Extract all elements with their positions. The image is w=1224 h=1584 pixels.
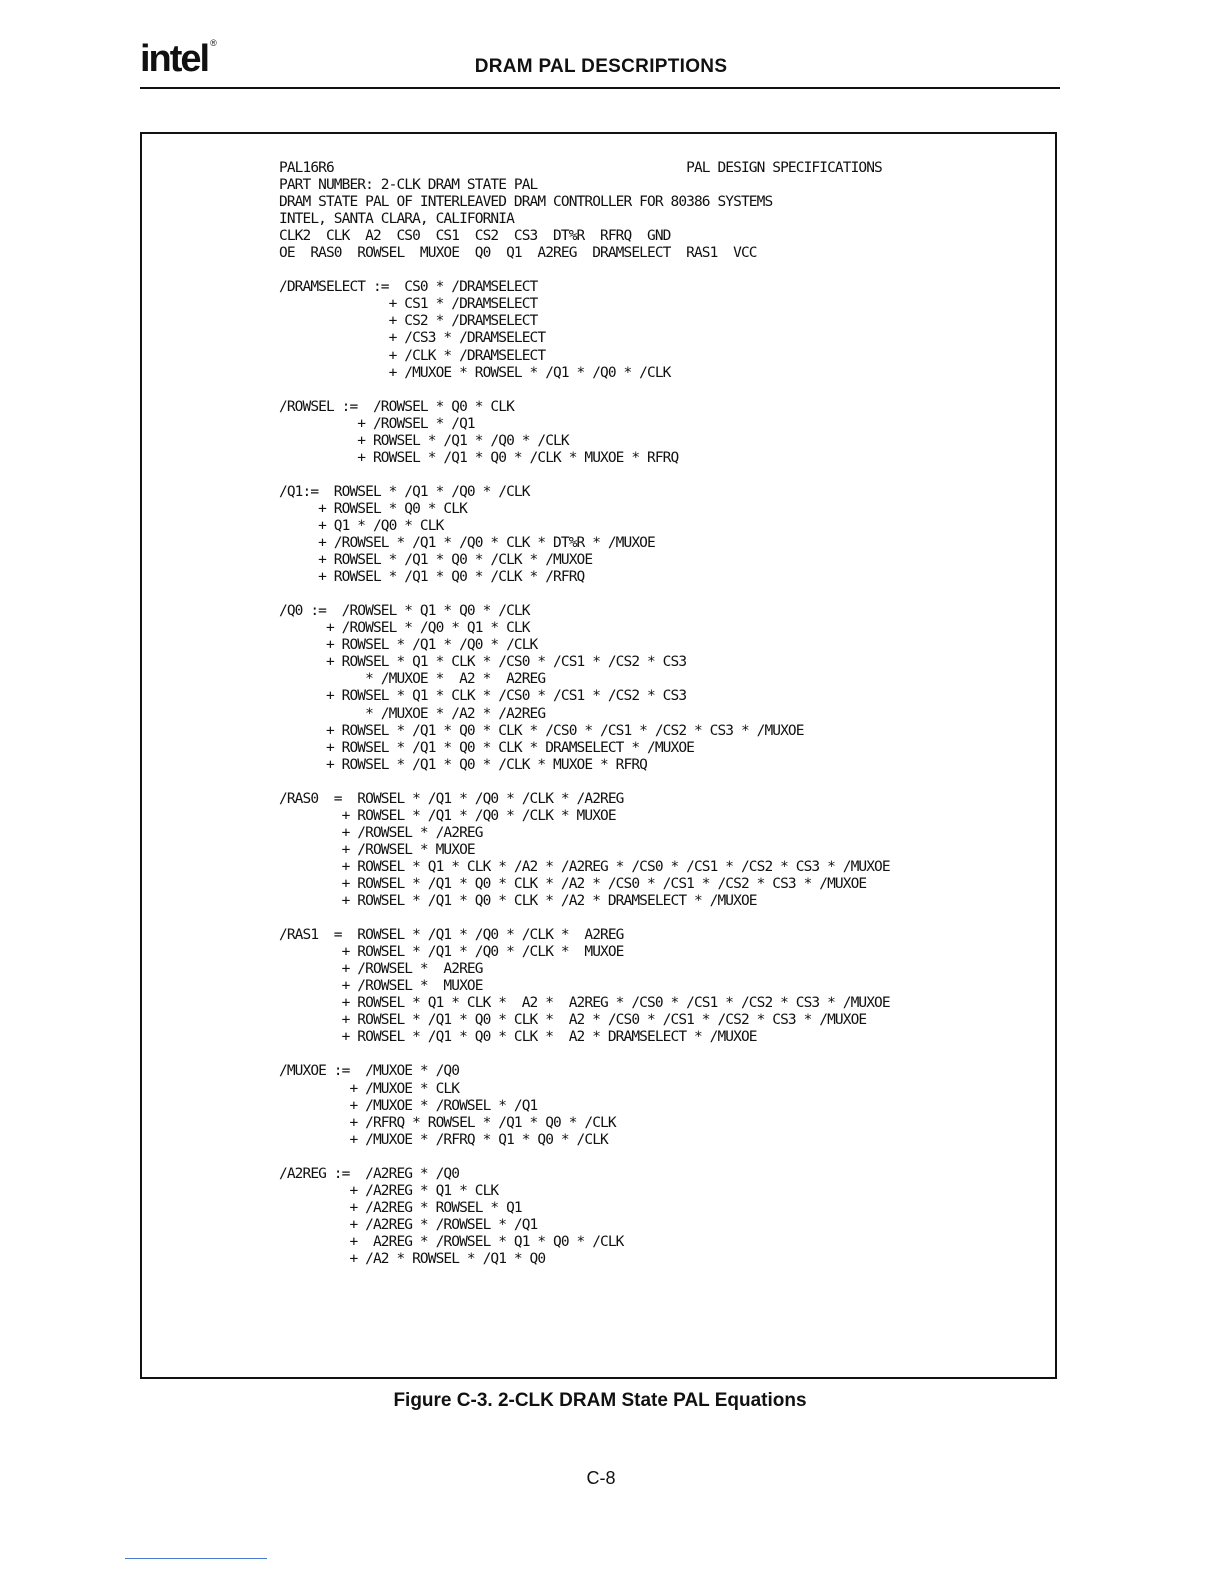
code-line: + ROWSEL * Q1 * CLK * /CS0 * /CS1 * /CS2 * CS3 [279, 688, 687, 705]
code-line: + ROWSEL * /Q1 * Q0 * CLK * DRAMSELECT * /MUXOE [279, 739, 694, 756]
code-line: + /CLK * /DRAMSELECT [279, 347, 546, 364]
header-divider [140, 87, 1060, 89]
code-line: + ROWSEL * Q1 * CLK * /A2 * /A2REG * /CS0 * /CS1 * /CS2 * CS3 * /MUXOE [279, 858, 890, 875]
code-line: + ROWSEL * Q1 * CLK * /CS0 * /CS1 * /CS2 * CS3 [279, 654, 687, 671]
code-line: + Q1 * /Q0 * CLK [279, 517, 444, 534]
code-line: + ROWSEL * Q0 * CLK [279, 500, 467, 517]
page-number: C-8 [586, 1468, 616, 1488]
code-line: CLK2 CLK A2 CS0 CS1 CS2 CS3 DT%R RFRQ GND [279, 228, 671, 245]
code-line: /RAS1 = ROWSEL * /Q1 * /Q0 * /CLK * A2REG [279, 927, 624, 944]
code-line: + /A2REG * /ROWSEL * /Q1 [279, 1216, 538, 1233]
code-line: + ROWSEL * /Q1 * Q0 * CLK * /A2 * /CS0 * /CS1 * /CS2 * CS3 * /MUXOE [279, 875, 867, 892]
code-line: + CS1 * /DRAMSELECT [279, 296, 538, 313]
code-line: /Q1:= ROWSEL * /Q1 * /Q0 * /CLK [279, 483, 530, 500]
code-line: + /A2REG * ROWSEL * Q1 [279, 1199, 522, 1216]
code-line: + ROWSEL * /Q1 * Q0 * /CLK * /RFRQ [279, 569, 585, 586]
code-line: + ROWSEL * /Q1 * /Q0 * /CLK * MUXOE [279, 944, 624, 961]
code-line: /ROWSEL := /ROWSEL * Q0 * CLK [279, 398, 514, 415]
pal-equation-listing [279, 160, 890, 1268]
code-line: /DRAMSELECT := CS0 * /DRAMSELECT [279, 279, 538, 296]
page-header-title: DRAM PAL DESCRIPTIONS [474, 56, 728, 77]
code-line: + /A2REG * Q1 * CLK [279, 1182, 499, 1199]
code-line: PART NUMBER: 2-CLK DRAM STATE PAL [279, 177, 538, 194]
code-line: /MUXOE := /MUXOE * /Q0 [279, 1063, 460, 1080]
code-line: + /MUXOE * /RFRQ * Q1 * Q0 * /CLK [279, 1131, 608, 1148]
code-line: + ROWSEL * /Q1 * Q0 * /CLK * MUXOE * RFRQ [279, 449, 679, 466]
code-line: + ROWSEL * /Q1 * Q0 * CLK * A2 * /CS0 * /CS1 * /CS2 * CS3 * /MUXOE [279, 1012, 867, 1029]
footer-divider [125, 1558, 267, 1559]
code-line: + /ROWSEL * /Q0 * Q1 * CLK [279, 620, 530, 637]
code-line: + /ROWSEL * A2REG [279, 961, 483, 978]
code-line: + ROWSEL * /Q1 * Q0 * /CLK * /MUXOE [279, 552, 593, 569]
code-line: + /ROWSEL * /A2REG [279, 824, 483, 841]
code-line: + /MUXOE * CLK [279, 1080, 460, 1097]
code-line: + /MUXOE * /ROWSEL * /Q1 [279, 1097, 538, 1114]
code-line: + A2REG * /ROWSEL * Q1 * Q0 * /CLK [279, 1233, 624, 1250]
code-line: + /ROWSEL * /Q1 * /Q0 * CLK * DT%R * /MUXOE [279, 535, 655, 552]
logo-text: intel [140, 38, 209, 80]
code-line: /RAS0 = ROWSEL * /Q1 * /Q0 * /CLK * /A2REG [279, 790, 624, 807]
code-line: + ROWSEL * /Q1 * /Q0 * /CLK * MUXOE [279, 807, 616, 824]
code-line: + /ROWSEL * MUXOE [279, 841, 475, 858]
code-line: + ROWSEL * /Q1 * /Q0 * /CLK [279, 432, 569, 449]
code-line: + /RFRQ * ROWSEL * /Q1 * Q0 * /CLK [279, 1114, 616, 1131]
figure-frame [140, 132, 1057, 1379]
code-line: /Q0 := /ROWSEL * Q1 * Q0 * /CLK [279, 603, 530, 620]
code-line: + ROWSEL * /Q1 * Q0 * CLK * /CS0 * /CS1 * /CS2 * CS3 * /MUXOE [279, 722, 804, 739]
code-line: + /ROWSEL * MUXOE [279, 978, 483, 995]
code-line: + ROWSEL * /Q1 * Q0 * CLK * /A2 * DRAMSELECT * /MUXOE [279, 893, 757, 910]
code-line: + ROWSEL * Q1 * CLK * A2 * A2REG * /CS0 * /CS1 * /CS2 * CS3 * /MUXOE [279, 995, 890, 1012]
code-line: + /A2 * ROWSEL * /Q1 * Q0 [279, 1251, 546, 1267]
registered-mark-icon: ® [210, 38, 217, 48]
code-line: + /ROWSEL * /Q1 [279, 415, 475, 432]
figure-caption: Figure C-3. 2-CLK DRAM State PAL Equations [393, 1390, 807, 1411]
code-line: + /MUXOE * ROWSEL * /Q1 * /Q0 * /CLK [279, 364, 671, 381]
code-line: + ROWSEL * /Q1 * Q0 * CLK * A2 * DRAMSELECT * /MUXOE [279, 1029, 757, 1046]
code-line: + ROWSEL * /Q1 * Q0 * /CLK * MUXOE * RFRQ [279, 756, 647, 773]
code-line: * /MUXOE * A2 * A2REG [279, 671, 546, 688]
code-line: PAL16R6 PAL DESIGN SPECIFICATIONS [279, 160, 882, 176]
code-line: + /CS3 * /DRAMSELECT [279, 330, 546, 347]
code-line: + CS2 * /DRAMSELECT [279, 313, 538, 330]
code-line: * /MUXOE * /A2 * /A2REG [279, 705, 546, 722]
code-line: + ROWSEL * /Q1 * /Q0 * /CLK [279, 637, 538, 654]
code-line: INTEL, SANTA CLARA, CALIFORNIA [279, 211, 514, 228]
code-line: OE RAS0 ROWSEL MUXOE Q0 Q1 A2REG DRAMSELECT RAS1 VCC [279, 245, 757, 262]
code-line: /A2REG := /A2REG * /Q0 [279, 1165, 460, 1182]
code-line: DRAM STATE PAL OF INTERLEAVED DRAM CONTROLLER FOR 80386 SYSTEMS [279, 194, 773, 211]
